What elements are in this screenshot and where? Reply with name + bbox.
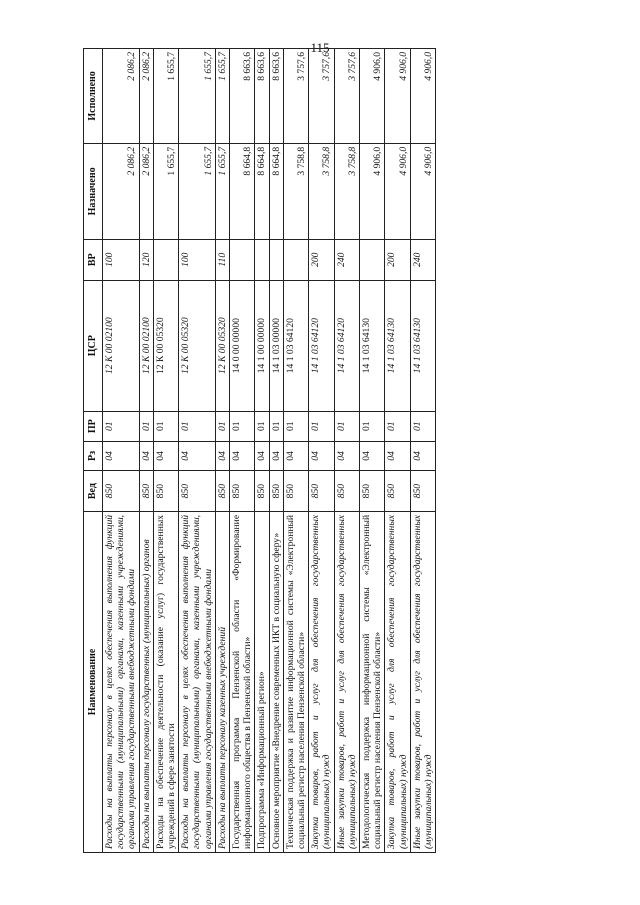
cell-pr: 01 (410, 411, 435, 441)
cell-ispolneno: 4 906,0 (385, 49, 410, 144)
cell-ispolneno: 4 906,0 (360, 49, 385, 144)
cell-ispolneno: 2 086,2 (139, 49, 153, 144)
table-row (334, 49, 359, 853)
cell-ispolneno: 1 655,7 (179, 49, 216, 144)
cell-pr: 01 (103, 411, 140, 441)
cell-naznacheno: 3 758,8 (309, 143, 334, 239)
cell-rz: 04 (103, 441, 140, 471)
cell-ved: 850 (103, 471, 140, 512)
header-naznacheno: Назначено (84, 143, 103, 239)
cell-rz: 04 (230, 441, 255, 471)
cell-ved: 850 (215, 471, 229, 512)
cell-ispolneno: 3 757,6 (309, 49, 334, 144)
cell-name: Основное мероприятие «Внедрение современных ИКТ в социальную сферу» (269, 511, 283, 852)
table-row (255, 49, 269, 853)
cell-rz: 04 (334, 441, 359, 471)
cell-vr: 100 (179, 239, 216, 280)
cell-csr: 14 1 03 64130 (385, 280, 410, 411)
cell-csr: 12 К 00 05320 (179, 280, 216, 411)
cell-ved: 850 (410, 471, 435, 512)
cell-vr (255, 239, 269, 280)
header-pr: ПР (84, 411, 103, 441)
table-row (153, 49, 178, 853)
cell-rz: 04 (385, 441, 410, 471)
cell-rz: 04 (215, 441, 229, 471)
table-row (269, 49, 283, 853)
table-row (410, 49, 435, 853)
cell-naznacheno: 2 086,2 (103, 143, 140, 239)
cell-name: Государственная программа Пензенской области «Формирование информационного общества в Пензенской области» (230, 511, 255, 852)
table-row (360, 49, 385, 853)
cell-ispolneno: 2 086,2 (103, 49, 140, 144)
table-row (283, 49, 308, 853)
cell-vr: 240 (334, 239, 359, 280)
cell-vr: 200 (309, 239, 334, 280)
cell-pr: 01 (269, 411, 283, 441)
cell-name: Закупка товаров, работ и услуг для обеспечения государственных (муниципальных) нужд (309, 511, 334, 852)
cell-name: Иные закупки товаров, работ и услуг для обеспечения государственных (муниципальных) нужд (410, 511, 435, 852)
cell-ved: 850 (269, 471, 283, 512)
header-vr: ВР (84, 239, 103, 280)
cell-csr: 12 К 00 02100 (139, 280, 153, 411)
cell-rz: 04 (283, 441, 308, 471)
cell-ved: 850 (230, 471, 255, 512)
table-row (385, 49, 410, 853)
cell-vr (283, 239, 308, 280)
cell-naznacheno: 2 086,2 (139, 143, 153, 239)
cell-name: Расходы на выплаты персоналу в целях обеспечения выполнения функций государственными (муниципальными) органами, казенными учреждениями, органами управления государственными внебюджетными фондами (179, 511, 216, 852)
header-ved: Вед (84, 471, 103, 512)
cell-ispolneno: 3 757,6 (334, 49, 359, 144)
cell-naznacheno: 3 758,8 (283, 143, 308, 239)
cell-pr: 01 (153, 411, 178, 441)
cell-name: Методологическая поддержка информационной системы «Электронный социальный регистр населения Пензенской области» (360, 511, 385, 852)
cell-vr (269, 239, 283, 280)
cell-vr: 200 (385, 239, 410, 280)
cell-csr: 12 К 00 05320 (153, 280, 178, 411)
cell-rz: 04 (153, 441, 178, 471)
header-ispolneno: Исполнено (84, 49, 103, 144)
cell-naznacheno: 4 906,0 (385, 143, 410, 239)
cell-ispolneno: 4 906,0 (410, 49, 435, 144)
cell-ispolneno: 8 663,6 (269, 49, 283, 144)
cell-pr: 01 (360, 411, 385, 441)
cell-ved: 850 (334, 471, 359, 512)
cell-vr (153, 239, 178, 280)
cell-ved: 850 (385, 471, 410, 512)
table-row (103, 49, 140, 853)
cell-pr: 01 (139, 411, 153, 441)
cell-naznacheno: 1 655,7 (179, 143, 216, 239)
cell-csr: 12 К 00 02100 (103, 280, 140, 411)
cell-naznacheno: 1 655,7 (215, 143, 229, 239)
table-row (139, 49, 153, 853)
cell-name: Расходы на выплаты персоналу казенных учреждений (215, 511, 229, 852)
cell-ved: 850 (179, 471, 216, 512)
cell-csr: 14 1 03 00000 (269, 280, 283, 411)
cell-pr: 01 (230, 411, 255, 441)
cell-ved: 850 (283, 471, 308, 512)
cell-name: Иные закупки товаров, работ и услуг для обеспечения государственных (муниципальных) нужд (334, 511, 359, 852)
cell-naznacheno: 4 906,0 (410, 143, 435, 239)
cell-csr: 14 0 00 00000 (230, 280, 255, 411)
page-number: 115 (310, 40, 330, 55)
table-row (230, 49, 255, 853)
cell-ispolneno: 8 663,6 (230, 49, 255, 144)
table-row (215, 49, 229, 853)
cell-pr: 01 (385, 411, 410, 441)
cell-naznacheno: 8 664,8 (255, 143, 269, 239)
cell-ispolneno: 1 655,7 (215, 49, 229, 144)
cell-pr: 01 (309, 411, 334, 441)
cell-csr: 14 1 03 64130 (410, 280, 435, 411)
cell-name: Техническая поддержка и развитие информационной системы «Электронный социальный регистр населения Пензенской области» (283, 511, 308, 852)
cell-pr: 01 (255, 411, 269, 441)
cell-csr: 14 1 03 64120 (309, 280, 334, 411)
table-row (179, 49, 216, 853)
cell-rz: 04 (360, 441, 385, 471)
cell-naznacheno: 8 664,8 (269, 143, 283, 239)
cell-ved: 850 (255, 471, 269, 512)
cell-naznacheno: 1 655,7 (153, 143, 178, 239)
cell-vr: 100 (103, 239, 140, 280)
cell-ved: 850 (139, 471, 153, 512)
header-name: Наименование (84, 511, 103, 852)
cell-name: Расходы на обеспечение деятельности (оказание услуг) государственных учреждений в сфере занятости (153, 511, 178, 852)
cell-name: Закупка товаров, работ и услуг для обеспечения государственных (муниципальных) нужд (385, 511, 410, 852)
cell-vr: 240 (410, 239, 435, 280)
cell-ispolneno: 1 655,7 (153, 49, 178, 144)
cell-csr: 14 1 03 64120 (283, 280, 308, 411)
cell-ispolneno: 8 663,6 (255, 49, 269, 144)
cell-vr (360, 239, 385, 280)
cell-pr: 01 (283, 411, 308, 441)
cell-naznacheno: 3 758,8 (334, 143, 359, 239)
cell-pr: 01 (334, 411, 359, 441)
cell-pr: 01 (215, 411, 229, 441)
cell-rz: 04 (255, 441, 269, 471)
cell-name: Расходы на выплаты персоналу государственных (муниципальных) органов (139, 511, 153, 852)
budget-table-rotated (83, 48, 571, 853)
cell-rz: 04 (410, 441, 435, 471)
header-csr: ЦСР (84, 280, 103, 411)
table-row (309, 49, 334, 853)
cell-naznacheno: 4 906,0 (360, 143, 385, 239)
cell-csr: 12 К 00 05320 (215, 280, 229, 411)
cell-naznacheno: 8 664,8 (230, 143, 255, 239)
cell-rz: 04 (179, 441, 216, 471)
cell-vr: 120 (139, 239, 153, 280)
cell-vr: 110 (215, 239, 229, 280)
cell-rz: 04 (139, 441, 153, 471)
table-header-row (84, 49, 103, 853)
cell-rz: 04 (269, 441, 283, 471)
cell-ved: 850 (153, 471, 178, 512)
cell-csr: 14 1 03 64120 (334, 280, 359, 411)
header-rz: Рз (84, 441, 103, 471)
cell-ved: 850 (360, 471, 385, 512)
cell-pr: 01 (179, 411, 216, 441)
budget-table (83, 48, 436, 853)
cell-ispolneno: 3 757,6 (283, 49, 308, 144)
cell-vr (230, 239, 255, 280)
cell-rz: 04 (309, 441, 334, 471)
cell-csr: 14 1 00 00000 (255, 280, 269, 411)
cell-csr: 14 1 03 64130 (360, 280, 385, 411)
cell-ved: 850 (309, 471, 334, 512)
cell-name: Подпрограмма «Информационный регион» (255, 511, 269, 852)
cell-name: Расходы на выплаты персоналу в целях обеспечения выполнения функций государственными (муниципальными) органами, казенными учреждениями, органами управления государственными внебюджетными фондами (103, 511, 140, 852)
